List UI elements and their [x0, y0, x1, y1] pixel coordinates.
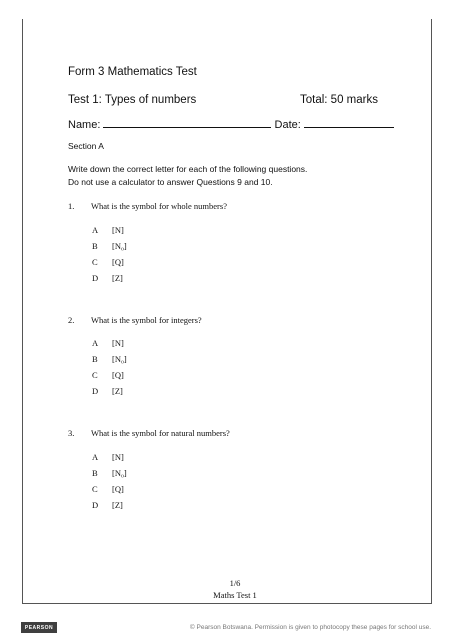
page-number: 1/6 — [229, 578, 241, 588]
option-value: [Z] — [112, 386, 123, 396]
total-marks: Total: 50 marks — [300, 94, 378, 106]
option-value: [N₀] — [112, 241, 127, 251]
option-value: [Z] — [112, 273, 123, 283]
option-value: [N₀] — [112, 354, 127, 364]
option-letter: D — [92, 273, 99, 283]
question-text: What is the symbol for integers? — [91, 315, 202, 325]
option-letter: D — [92, 500, 99, 510]
option-value: [Z] — [112, 500, 123, 510]
option-value: [N] — [112, 225, 124, 235]
option-letter: C — [92, 484, 98, 494]
instruction-line: Do not use a calculator to answer Questions 9 and 10. — [68, 177, 273, 187]
option-letter: C — [92, 370, 98, 380]
option-value: [Q] — [112, 484, 124, 494]
option-value: [Q] — [112, 370, 124, 380]
pearson-logo — [21, 622, 57, 633]
question-number: 1. — [68, 201, 75, 211]
name-field-line — [103, 117, 271, 128]
instruction-line: Write down the correct letter for each of the following questions. — [68, 164, 308, 174]
copyright-notice: © Pearson Botswana. Permission is given to photocopy these pages for school use. — [189, 624, 431, 631]
question-text: What is the symbol for whole numbers? — [91, 201, 227, 211]
option-letter: B — [92, 354, 98, 364]
question-text: What is the symbol for natural numbers? — [91, 428, 230, 438]
option-letter: D — [92, 386, 99, 396]
date-label: Date: — [274, 119, 301, 131]
test-title: Test 1: Types of numbers — [68, 94, 197, 106]
option-letter: A — [92, 452, 99, 462]
option-value: [N] — [112, 452, 124, 462]
option-value: [N₀] — [112, 468, 127, 478]
option-letter: A — [92, 225, 99, 235]
name-label: Name: — [68, 119, 101, 131]
option-value: [N] — [112, 338, 124, 348]
logo-text: PEARSON — [24, 624, 54, 631]
page-border — [22, 19, 432, 604]
option-value: [Q] — [112, 257, 124, 267]
footer-label: Maths Test 1 — [213, 590, 257, 600]
document-title: Form 3 Mathematics Test — [68, 66, 197, 78]
name-date-row — [68, 117, 394, 131]
option-letter: B — [92, 241, 98, 251]
date-field-line — [304, 117, 394, 128]
question-number: 2. — [68, 315, 75, 325]
option-letter: C — [92, 257, 98, 267]
option-letter: B — [92, 468, 98, 478]
question-number: 3. — [68, 428, 75, 438]
option-letter: A — [92, 338, 99, 348]
section-heading: Section A — [68, 141, 104, 151]
